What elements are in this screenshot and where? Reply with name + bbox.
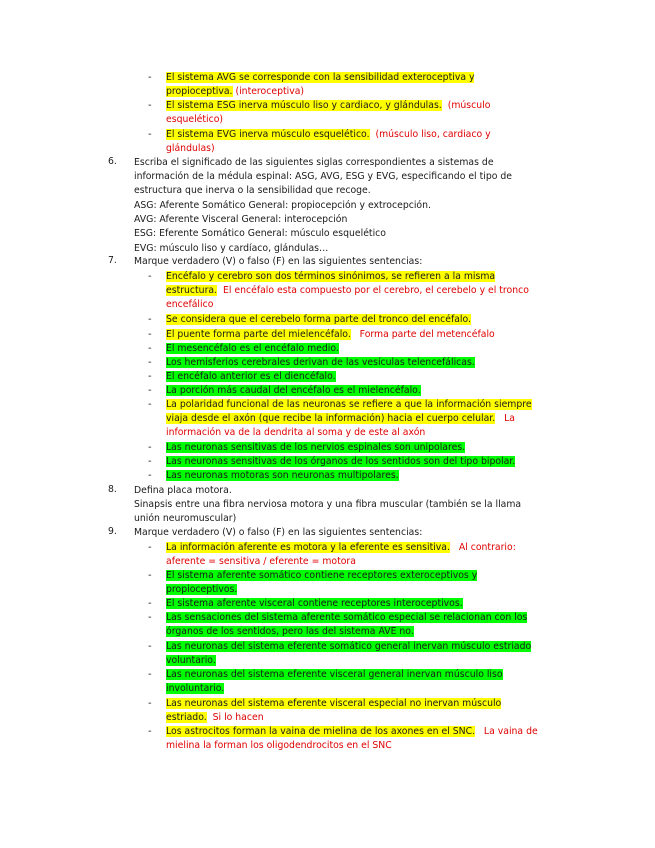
question-number: 7. xyxy=(108,255,117,266)
q7-item-11 xyxy=(166,469,541,483)
question-text: Marque verdadero (V) o falso (F) en las siguientes sentencias: xyxy=(134,527,423,538)
q8-answer: Sinapsis entre una fibra nerviosa motora y una fibra muscular (también se la llama unión neuromuscular) xyxy=(134,499,522,525)
q7-item-10 xyxy=(166,455,541,469)
bullet-dash: - xyxy=(148,669,152,680)
bullet-dash: - xyxy=(148,542,152,553)
bullet-dash: - xyxy=(148,371,152,382)
highlighted-statement: Las neuronas motoras son neuronas multipolares. xyxy=(166,470,399,481)
q9-item-7 xyxy=(166,697,541,725)
correction-note: La vaina de mielina la forman los oligodendrocitos en el SNC xyxy=(166,726,538,752)
highlighted-statement: Las neuronas del sistema eferente somático general inervan músculo estriado voluntario. xyxy=(166,641,532,667)
highlighted-statement: La porción más caudal del encéfalo es el mielencéfalo. xyxy=(166,385,421,396)
correction-note: (músculo esquelético) xyxy=(166,100,491,126)
highlighted-statement: El puente forma parte del mielencéfalo. xyxy=(166,329,351,340)
q7-item-5 xyxy=(166,356,541,370)
q7-item-8 xyxy=(166,398,541,441)
bullet-dash: - xyxy=(148,726,152,737)
bullet-dash: - xyxy=(148,343,152,354)
highlighted-statement: Los astrocitos forman la vaina de mielina de los axones en el SNC. xyxy=(166,726,476,737)
correction-note: (músculo liso, cardiaco y glándulas) xyxy=(166,129,491,155)
q9-item-1 xyxy=(166,541,541,569)
correction-note: Si lo hacen xyxy=(212,712,264,724)
top-bullet-2 xyxy=(166,99,541,127)
highlighted-statement: El sistema aferente somático contiene receptores exteroceptivos y propioceptivos. xyxy=(166,570,478,596)
highlighted-statement: El sistema ESG inerva músculo liso y cardiaco, y glándulas. xyxy=(166,100,442,111)
bullet-dash: - xyxy=(148,385,152,396)
q6-answers xyxy=(134,199,544,256)
top-bullet-3 xyxy=(166,128,541,156)
highlighted-statement: Las neuronas del sistema eferente visceral especial no inervan músculo estriado. xyxy=(166,698,502,724)
q7-item-9 xyxy=(166,441,541,455)
correction-note: La información va de la dendrita al soma y de este al axón xyxy=(166,413,515,439)
highlighted-statement: La información aferente es motora y la eferente es sensitiva. xyxy=(166,542,450,553)
bullet-dash: - xyxy=(148,314,152,325)
question-text: Escriba el significado de las siguientes siglas correspondientes a sistemas de información de la médula espinal: ASG, AVG, ESG y EVG, especificando el tipo de estructura que inerva o la sensibilidad que recoge. xyxy=(134,157,512,196)
highlighted-statement: El sistema AVG se corresponde con la sensibilidad exteroceptiva y propioceptiva. xyxy=(166,72,475,98)
answer-line-esg: ESG: Eferente Somático General: músculo esquelético xyxy=(134,228,386,240)
correction-note: Forma parte del metencéfalo xyxy=(359,329,495,340)
highlighted-statement: Los hemisferios cerebrales derivan de las vesículas telencefálicas. xyxy=(166,357,475,368)
bullet-dash: - xyxy=(148,129,152,140)
highlighted-statement: Encéfalo y cerebro son dos términos sinónimos, se refieren a la misma estructura. xyxy=(166,271,496,297)
q9-item-3 xyxy=(166,597,541,611)
bullet-dash: - xyxy=(148,456,152,467)
bullet-dash: - xyxy=(148,598,152,609)
bullet-dash: - xyxy=(148,470,152,481)
q9-item-2 xyxy=(166,569,541,597)
q9-item-4 xyxy=(166,611,541,639)
correction-note: Al contrario: aferente = sensitiva / eferente = motora xyxy=(166,542,516,568)
highlighted-statement: Las neuronas del sistema eferente visceral general inervan músculo liso involuntario. xyxy=(166,669,503,695)
q9-item-6 xyxy=(166,668,541,696)
bullet-dash: - xyxy=(148,570,152,581)
question-number: 8. xyxy=(108,484,117,495)
answer-line-avg: AVG: Aferente Visceral General: interocepción xyxy=(134,214,348,226)
top-bullet-1 xyxy=(166,71,541,99)
question-text: Defina placa motora. xyxy=(134,485,232,496)
bullet-dash: - xyxy=(148,72,152,83)
bullet-dash: - xyxy=(148,641,152,652)
highlighted-statement: Se considera que el cerebelo forma parte del tronco del encéfalo. xyxy=(166,314,471,325)
bullet-dash: - xyxy=(148,399,152,410)
highlighted-statement: Las sensaciones del sistema aferente somático especial se relacionan con los órganos de los sentidos, pero las del sistema AVE no. xyxy=(166,612,528,638)
bullet-dash: - xyxy=(148,271,152,282)
bullet-dash: - xyxy=(148,698,152,709)
highlighted-statement: El sistema aferente visceral contiene receptores interoceptivos. xyxy=(166,598,463,609)
bullet-dash: - xyxy=(148,442,152,453)
bullet-dash: - xyxy=(148,357,152,368)
q7-item-1 xyxy=(166,270,541,313)
highlighted-statement: El sistema EVG inerva músculo esquelético. xyxy=(166,129,370,140)
highlighted-statement: Las neuronas sensitivas de los nervios espinales son unipolares. xyxy=(166,442,466,453)
highlighted-statement: Las neuronas sensitivas de los órganos de los sentidos son del tipo bipolar. xyxy=(166,456,516,467)
bullet-dash: - xyxy=(148,329,152,340)
question-number: 6. xyxy=(108,156,117,167)
q7-item-7 xyxy=(166,384,541,398)
q7-item-4 xyxy=(166,342,541,356)
q7-item-6 xyxy=(166,370,541,384)
q7-item-2 xyxy=(166,313,541,327)
highlighted-statement: El mesencéfalo es el encéfalo medio. xyxy=(166,343,339,354)
answer-line-evg: EVG: músculo liso y cardíaco, glándulas… xyxy=(134,242,329,254)
q9-item-8 xyxy=(166,725,541,753)
highlighted-statement: El encéfalo anterior es el diencéfalo. xyxy=(166,371,336,382)
highlighted-statement: La polaridad funcional de las neuronas se refiere a que la información siempre viaja desde el axón (que recibe la información) hacia el cuerpo celular. xyxy=(166,399,532,425)
q9-item-5 xyxy=(166,640,541,668)
question-text: Marque verdadero (V) o falso (F) en las siguientes sentencias: xyxy=(134,256,423,267)
answer-line-asg: ASG: Aferente Somático General: propiocepción y extrocepción. xyxy=(134,200,431,211)
bullet-dash: - xyxy=(148,100,152,111)
correction-note: (interoceptiva) xyxy=(235,86,305,98)
q7-item-3 xyxy=(166,328,541,342)
correction-note: El encéfalo esta compuesto por el cerebro, el cerebelo y el tronco encefálico xyxy=(166,285,529,311)
bullet-dash: - xyxy=(148,612,152,623)
question-number: 9. xyxy=(108,526,117,537)
